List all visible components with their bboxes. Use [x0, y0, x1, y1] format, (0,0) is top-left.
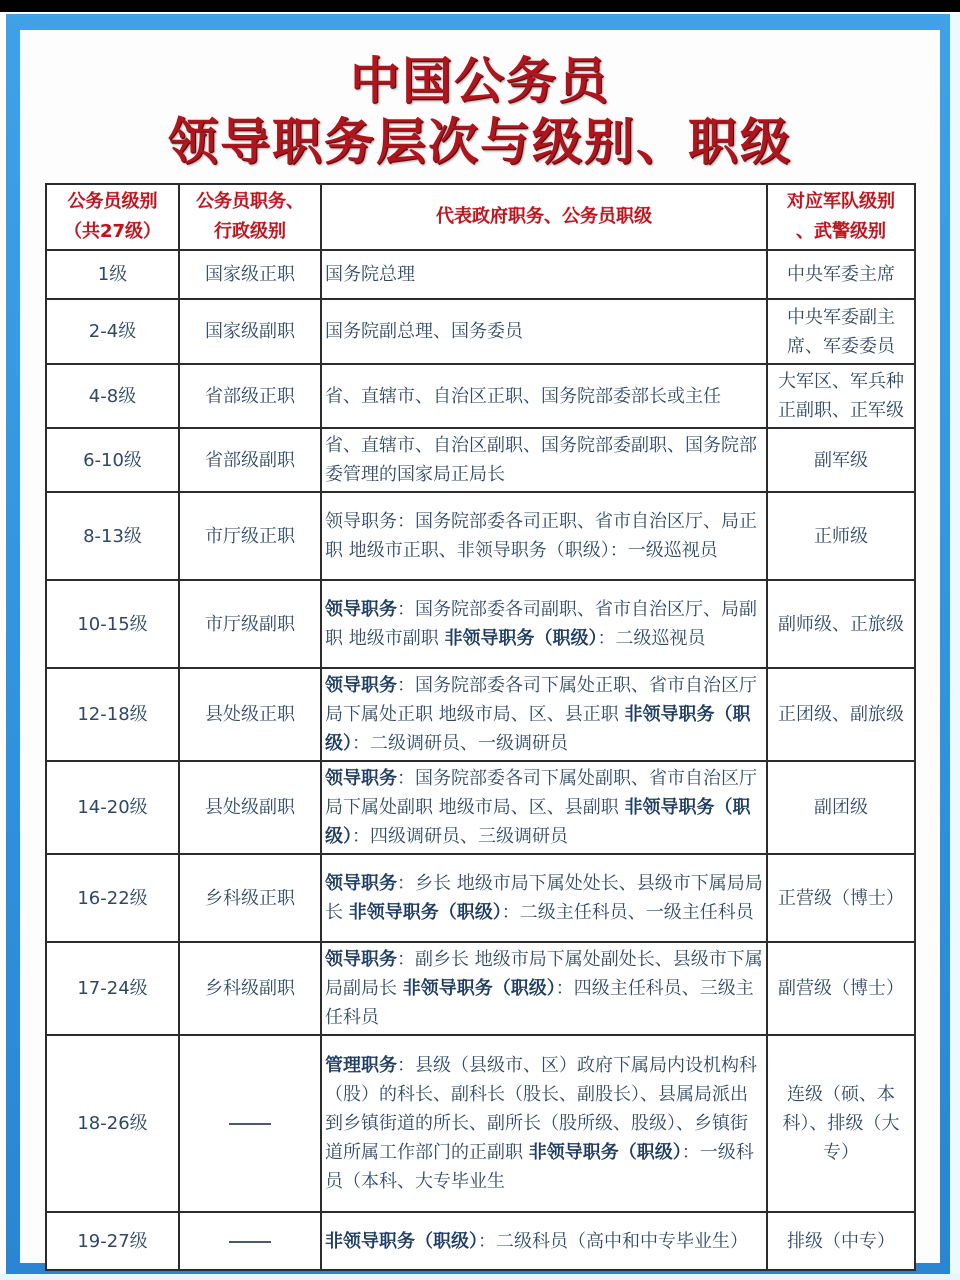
cell-rank: 省部级正职: [179, 364, 321, 428]
cell-positions: [321, 364, 767, 428]
table-body: [46, 250, 915, 1270]
position-text: 国务院总理: [325, 264, 415, 285]
position-label-bold: 非领导职务（职级）: [325, 704, 751, 754]
position-text: ：国务院部委各司下属处正职、省市自治区厅局下属处正职 地级市局、区、县正职: [325, 675, 757, 725]
position-text: 领导职务：国务院部委各司正职、省市自治区厅、局正职 地级市正职、非领导职务（职级）：一级巡视员: [325, 511, 757, 561]
cell-positions: [321, 250, 767, 299]
position-text: 国务院副总理、国务委员: [325, 321, 523, 342]
content-panel: [20, 30, 940, 1263]
position-text: ：四级主任科员、三级主任科员: [325, 978, 754, 1028]
position-text: 省、直辖市、自治区正职、国务院部委部长或主任: [325, 385, 721, 407]
cell-positions: [321, 580, 767, 668]
cell-grade: 4-8级: [46, 364, 179, 428]
empty-dash: [229, 1241, 271, 1243]
cell-military: 中央军委主席: [767, 250, 915, 299]
empty-dash: [229, 1123, 271, 1125]
cell-rank: 市厅级正职: [179, 492, 321, 580]
cell-rank: 乡科级正职: [179, 854, 321, 942]
table-row: [46, 250, 915, 299]
cell-rank: 国家级正职: [179, 250, 321, 299]
cell-grade: 6-10级: [46, 428, 179, 492]
cell-grade: 2-4级: [46, 299, 179, 364]
cell-rank: 乡科级副职: [179, 942, 321, 1035]
position-text: ：二级主任科员、一级主任科员: [501, 902, 754, 923]
cell-grade: 1级: [46, 250, 179, 299]
position-label-bold: 领导职务: [325, 768, 397, 789]
right-edge-strip: [950, 14, 960, 1280]
position-label-bold: 非领导职务（职级）: [444, 628, 598, 649]
position-label-bold: 领导职务: [325, 599, 397, 620]
cell-military: 副营级（博士）: [767, 942, 915, 1035]
header-grade-line1: 公务员级别: [67, 191, 158, 212]
position-text: ：国务院部委各司下属处副职、省市自治区厅局下属处副职 地级市局、区、县副职: [325, 768, 757, 818]
position-text: ：国务院部委各司副职、省市自治区厅、局副职 地级市副职: [325, 599, 757, 649]
cell-grade: 12-18级: [46, 668, 179, 761]
position-text: 省、直辖市、自治区副职、国务院部委副职、国务院部委管理的国家局正局长: [325, 435, 757, 485]
cell-rank: 县处级正职: [179, 668, 321, 761]
position-label-bold: 领导职务: [325, 873, 397, 894]
header-rank: [179, 184, 321, 250]
table-row: [46, 428, 915, 492]
header-military-line1: 对应军队级别: [787, 191, 895, 212]
position-text: ：四级调研员、三级调研员: [352, 826, 568, 847]
cell-positions: [321, 1212, 767, 1270]
position-label-bold: 领导职务: [325, 949, 397, 970]
table-row: [46, 854, 915, 942]
title-line-1: 中国公务员: [350, 52, 610, 110]
table-row: [46, 299, 915, 364]
position-text: ：一级科员（本科、大专毕业生: [325, 1142, 754, 1192]
position-label-bold: 非领导职务（职级）: [325, 797, 751, 847]
table-row: [46, 761, 915, 854]
civil-servant-rank-table: [45, 183, 916, 1271]
cell-military: 副师级、正旅级: [767, 580, 915, 668]
cell-grade: 10-15级: [46, 580, 179, 668]
position-label-bold: 领导职务: [325, 675, 397, 696]
cell-military: 大军区、军兵种正副职、正军级: [767, 364, 915, 428]
cell-rank: 县处级副职: [179, 761, 321, 854]
table-row: [46, 492, 915, 580]
cell-grade: 16-22级: [46, 854, 179, 942]
cell-positions: [321, 854, 767, 942]
title-line-2: 领导职务层次与级别、职级: [168, 113, 792, 171]
header-grade: [46, 184, 179, 250]
cell-grade: 14-20级: [46, 761, 179, 854]
header-military: [767, 184, 915, 250]
header-rank-line2: 行政级别: [214, 221, 286, 242]
table-row: [46, 942, 915, 1035]
position-label-bold: 非领导职务（职级）: [348, 902, 502, 923]
position-text: ：县级（县级市、区）政府下属局内设机构科（股）的科长、副科长（股长、副股长）、县属局派出到乡镇街道的所长、副所长（股所级、股级）、乡镇街道所属工作部门的正副职: [325, 1055, 757, 1163]
cell-positions: [321, 761, 767, 854]
cell-grade: 19-27级: [46, 1212, 179, 1270]
header-grade-line2: （共27级）: [63, 221, 162, 242]
cell-military: 正师级: [767, 492, 915, 580]
position-text: ：副乡长 地级市局下属处副处长、县级市下属局副局长: [325, 949, 763, 999]
position-text: ：乡长 地级市局下属处处长、县级市下属局局长: [325, 873, 763, 923]
cell-military: 正团级、副旅级: [767, 668, 915, 761]
cell-grade: 8-13级: [46, 492, 179, 580]
cell-positions: [321, 428, 767, 492]
table-header-row: [46, 184, 915, 250]
cell-military: 中央军委副主席、军委委员: [767, 299, 915, 364]
cell-military: 正营级（博士）: [767, 854, 915, 942]
position-text: ：二级调研员、一级调研员: [352, 733, 568, 754]
cell-military: 排级（中专）: [767, 1212, 915, 1270]
header-military-line2: 、武警级别: [796, 221, 886, 242]
cell-grade: 18-26级: [46, 1035, 179, 1212]
table-row: [46, 1035, 915, 1212]
cell-rank: 市厅级副职: [179, 580, 321, 668]
header-rank-line1: 公务员职务、: [196, 191, 304, 212]
position-label-bold: 管理职务: [325, 1055, 397, 1076]
cell-rank: [179, 1212, 321, 1270]
position-label-bold: 非领导职务（职级）: [402, 978, 556, 999]
cell-positions: [321, 668, 767, 761]
cell-rank: [179, 1035, 321, 1212]
cell-military: 连级（硕、本科）、排级（大专）: [767, 1035, 915, 1212]
table-row: [46, 1212, 915, 1270]
cell-military: 副军级: [767, 428, 915, 492]
cell-grade: 17-24级: [46, 942, 179, 1035]
top-black-bar: [0, 0, 960, 12]
position-text: ：二级科员（高中和中专毕业生）: [478, 1230, 748, 1252]
cell-rank: 省部级副职: [179, 428, 321, 492]
cell-positions: [321, 1035, 767, 1212]
cell-positions: [321, 299, 767, 364]
position-label-bold: 非领导职务（职级）: [528, 1142, 682, 1163]
cell-rank: 国家级副职: [179, 299, 321, 364]
cell-positions: [321, 492, 767, 580]
position-label-bold: 非领导职务（职级）: [325, 1230, 478, 1252]
table-row: [46, 364, 915, 428]
position-text: ：二级巡视员: [597, 628, 706, 649]
table-row: [46, 668, 915, 761]
cell-military: 副团级: [767, 761, 915, 854]
bottom-edge-strip: [0, 1274, 960, 1280]
cell-positions: [321, 942, 767, 1035]
header-positions: 代表政府职务、公务员职级: [321, 184, 767, 250]
table-row: [46, 580, 915, 668]
